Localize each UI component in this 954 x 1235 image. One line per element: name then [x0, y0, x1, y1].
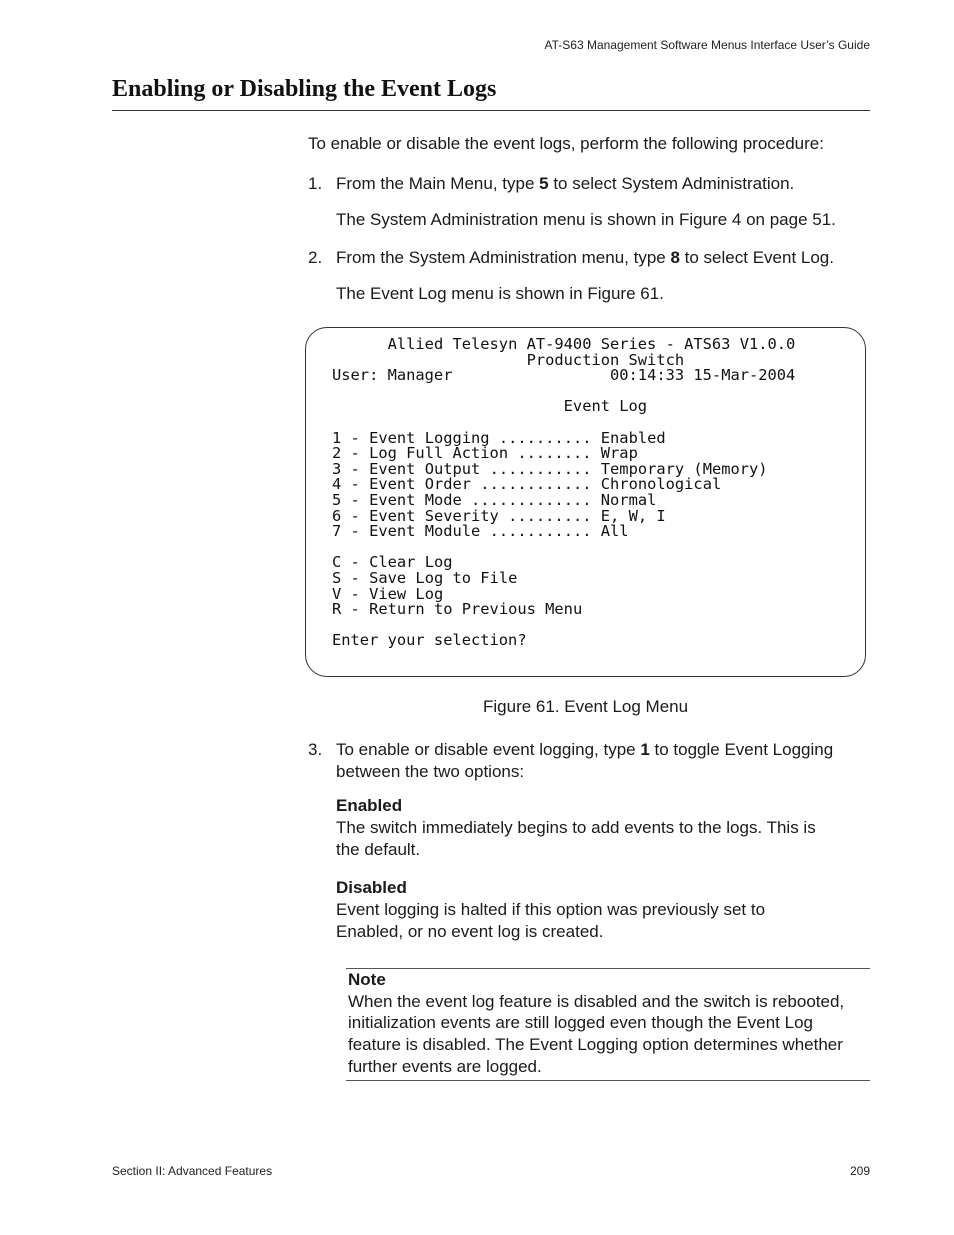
console-prompt: Enter your selection? — [332, 631, 527, 650]
figure-caption: Figure 61. Event Log Menu — [483, 697, 689, 716]
step-text-after: to select System Administration. — [548, 174, 795, 193]
option-term: Enabled — [336, 796, 403, 815]
console-action: R - Return to Previous Menu — [332, 600, 583, 619]
note-top-rule — [346, 968, 870, 969]
console-title-line2: Production Switch — [526, 350, 685, 369]
title-rule — [112, 110, 870, 111]
step-key: 1 — [640, 740, 650, 759]
console-menu-item: 4 - Event Order ............ Chronological — [332, 475, 722, 494]
step-text-after: to toggle Event Logging between the two options: — [336, 740, 834, 781]
step-number: 2. — [308, 248, 323, 267]
console-action: S - Save Log to File — [332, 568, 518, 587]
running-header: AT-S63 Management Software Menus Interface User’s Guide — [544, 38, 870, 52]
step-text — [336, 247, 834, 269]
step-text — [336, 173, 794, 195]
footer-section: Section II: Advanced Features — [112, 1164, 273, 1178]
console-timestamp: 00:14:33 15-Mar-2004 — [610, 366, 796, 385]
step-key: 5 — [539, 174, 549, 193]
console-user-line — [332, 366, 795, 384]
note-title: Note — [348, 970, 386, 989]
option-description-line: Event logging is halted if this option was previously set to — [336, 900, 766, 919]
console-menu-title: Event Log — [563, 397, 648, 416]
intro-paragraph: To enable or disable the event logs, perform the following procedure: — [308, 134, 824, 153]
step-followup: The System Administration menu is shown in Figure 4 on page 51. — [336, 210, 836, 229]
step-number: 3. — [308, 740, 323, 759]
console-action: C - Clear Log — [332, 553, 453, 572]
step-number: 1. — [308, 174, 323, 193]
console-menu-item: 7 - Event Module ........... All — [332, 522, 629, 541]
step-text-after: to select Event Log. — [679, 248, 834, 267]
console-title-line1: Allied Telesyn AT-9400 Series - ATS63 V1.0.0 — [387, 335, 796, 353]
option-term: Disabled — [336, 878, 407, 897]
option-description-line: The switch immediately begins to add events to the logs. This is — [336, 818, 816, 837]
step-text-before: To enable or disable event logging, type — [336, 740, 641, 759]
console-menu-item: 2 - Log Full Action ........ Wrap — [332, 444, 638, 463]
option-description-line: the default. — [336, 840, 421, 859]
page-number: 209 — [849, 1164, 870, 1178]
note-line: further events are logged. — [348, 1057, 542, 1076]
note-line: feature is disabled. The Event Logging option determines whether — [348, 1035, 843, 1054]
option-description-line: Enabled, or no event log is created. — [336, 922, 604, 941]
step-text-before: From the System Administration menu, type — [336, 248, 671, 267]
console-user: User: Manager — [332, 366, 453, 385]
step-followup: The Event Log menu is shown in Figure 61. — [336, 284, 664, 303]
console-menu-item: 1 - Event Logging .......... Enabled — [332, 428, 666, 447]
note-line: When the event log feature is disabled and the switch is rebooted, — [348, 992, 845, 1011]
console-text — [332, 337, 795, 649]
console-menu-item: 5 - Event Mode ............. Normal — [332, 490, 657, 509]
step-text-before: From the Main Menu, type — [336, 174, 540, 193]
note-line: initialization events are still logged even though the Event Log — [348, 1013, 813, 1032]
console-action: V - View Log — [332, 584, 444, 603]
step-text — [336, 739, 866, 783]
console-screen — [305, 327, 866, 677]
step-key: 8 — [670, 248, 680, 267]
section-title: Enabling or Disabling the Event Logs — [112, 76, 497, 102]
console-menu-item: 3 - Event Output ........... Temporary (Memory) — [332, 459, 768, 478]
console-menu-item: 6 - Event Severity ......... E, W, I — [332, 506, 666, 525]
note-bottom-rule — [346, 1080, 870, 1081]
